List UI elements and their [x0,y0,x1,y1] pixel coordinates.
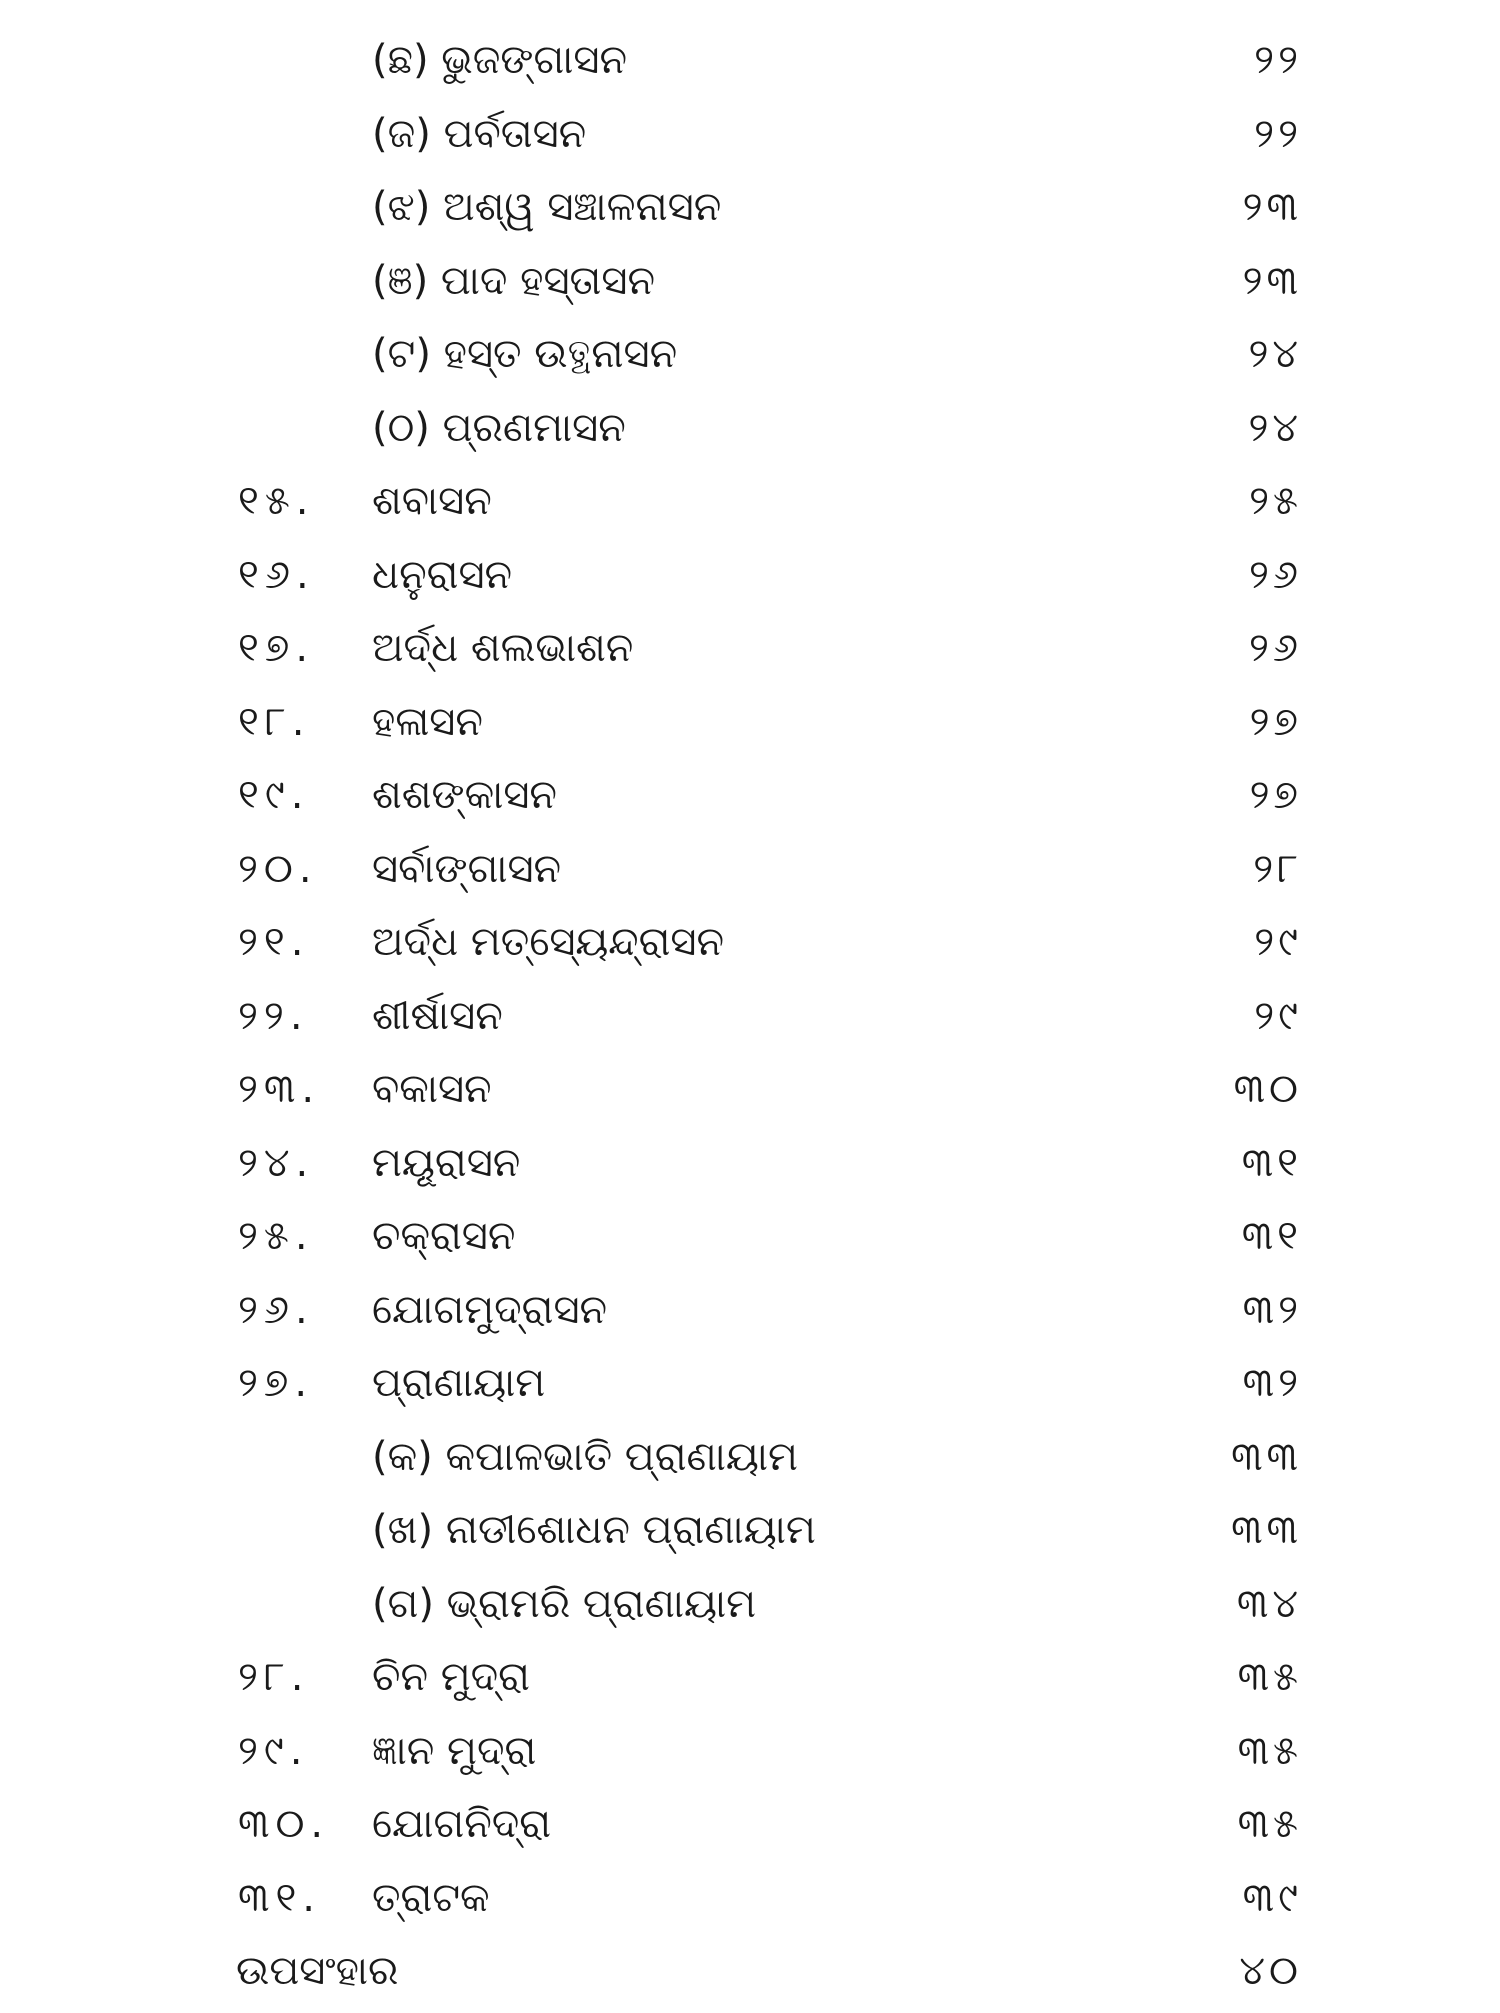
entry-page: ୨୬ [1248,625,1302,671]
toc-entry [0,396,1500,470]
entry-title: ଚିନ ମୁଦ୍ରା [372,1654,530,1700]
entry-page: ୨୪ [1248,404,1302,451]
entry-page: ୨୩ [1242,257,1302,304]
entry-title: ଧନୁରାସନ [372,551,513,598]
entry-page: ୨୫ [1249,478,1302,524]
entry-title: ଯୋଗମୁଦ୍ରାସନ [372,1286,608,1333]
toc-entry [0,102,1500,176]
entry-number: ୧୫. [238,478,315,524]
entry-title: ହଳାସନ [372,698,483,745]
entry-title: ବକାସନ [372,1066,492,1112]
entry-title: ସର୍ବାଙ୍ଗାସନ [372,845,562,892]
entry-number: ୧୬. [238,551,315,598]
entry-title: (ଜ) ପର୍ବତାସନ [372,110,587,157]
entry-page: ୨୨ [1254,37,1302,83]
entry-title: ଉପସଂହାର [236,1948,399,1994]
toc-entry [0,910,1500,984]
entry-page: ୩୫ [1237,1801,1302,1847]
entry-number: ୨୪. [238,1139,315,1186]
entry-page: ୨୯ [1254,919,1302,965]
entry-title: (ଝ) ଅଶ୍ୱ ସଞ୍ଚାଳନାସନ [372,184,722,230]
entry-title: (ଗ) ଭ୍ରାମରି ପ୍ରାଣାୟାମ [372,1580,757,1627]
entry-page: ୨୨ [1254,110,1302,157]
entry-page: ୨୩ [1242,184,1302,230]
entry-number: ୨୩. [238,1066,321,1112]
entry-number: ୨୦. [238,845,318,892]
entry-page: ୩୫ [1237,1654,1302,1700]
entry-number: ୧୯. [238,772,310,818]
toc-entry [0,763,1500,837]
entry-number: ୧୭. [238,625,315,671]
entry-title: (ଞ) ପାଦ ହସ୍ତାସନ [372,257,656,304]
entry-number: ୩୧. [238,1874,321,1921]
toc-entry [0,1351,1500,1425]
entry-title: (କ) କପାଳଭାତି ପ୍ରାଣାୟାମ [372,1433,798,1480]
entry-number: ୨୬. [238,1286,314,1333]
entry-title: ଶୀର୍ଷାସନ [372,992,503,1039]
entry-page: ୩୨ [1242,1286,1302,1333]
toc-entry [0,690,1500,764]
entry-number: ୨୨. [238,992,309,1039]
toc-entry [0,322,1500,396]
toc-entry [0,1057,1500,1131]
entry-title: (ଟ) ହସ୍ତ ଉତ୍ଥନାସନ [372,331,678,377]
entry-page: ୩୨ [1242,1360,1302,1406]
entry-title: ମୟୂରାସନ [372,1139,521,1186]
toc-entry [0,1278,1500,1352]
entry-number: ୧୮. [238,698,311,745]
toc-entry [0,1425,1500,1499]
entry-page: ୩୧ [1241,1213,1302,1259]
toc-entry [0,1131,1500,1205]
toc-entry [0,1204,1500,1278]
toc-entry [0,1866,1500,1940]
entry-page: ୩୪ [1236,1580,1302,1627]
entry-page: ୩୫ [1237,1727,1302,1774]
entry-title: ଶଶଙ୍କାସନ [372,772,557,818]
toc-entry [0,1572,1500,1646]
entry-title: ଜ୍ଞାନ ମୁଦ୍ରା [372,1727,537,1774]
toc-entry [0,1719,1500,1793]
toc-entry [0,28,1500,102]
toc-entry [0,249,1500,323]
entry-title: ଚକ୍ରାସନ [372,1213,516,1259]
toc-entry [0,1645,1500,1719]
toc-entry [0,616,1500,690]
entry-page: ୨୭ [1249,698,1302,745]
entry-number: ୨୧. [238,919,310,965]
entry-number: ୨୮. [238,1654,310,1700]
entry-page: ୨୮ [1253,845,1302,892]
toc-entry [0,1939,1500,2013]
entry-number: ୨୫. [238,1213,314,1259]
entry-title: (ଛ) ଭୁଜଙ୍ଗାସନ [372,37,628,83]
toc-entry [0,1498,1500,1572]
entry-title: (ଖ) ନାଡୀଶୋଧନ ପ୍ରାଣାୟାମ [372,1507,816,1553]
entry-title: ଅର୍ଦ୍ଧ ମତ୍ସ୍ୟେନ୍ଦ୍ରାସନ [372,919,725,965]
entry-title: (ଠ) ପ୍ରଣମାସନ [372,404,626,451]
entry-title: ଅର୍ଦ୍ଧ ଶଲଭାଶନ [372,625,634,671]
toc-entry [0,837,1500,911]
toc-entry [0,543,1500,617]
entry-page: ୩୯ [1242,1874,1302,1921]
entry-page: ୨୭ [1249,772,1302,818]
entry-page: ୨୬ [1248,551,1302,598]
toc-entry [0,1792,1500,1866]
entry-number: ୨୭. [238,1360,314,1406]
entry-page: ୨୪ [1248,331,1302,377]
entry-title: ପ୍ରାଣାୟାମ [372,1360,546,1406]
toc-entry [0,984,1500,1058]
entry-page: ୩୩ [1231,1433,1302,1480]
entry-title: ତ୍ରାଟକ [372,1874,490,1921]
toc-entry [0,469,1500,543]
entry-title: ଶବାସନ [372,478,492,524]
entry-page: ୨୯ [1254,992,1302,1039]
entry-page: ୪୦ [1239,1948,1302,1994]
entry-number: ୩୦. [238,1801,330,1847]
entry-page: ୩୩ [1231,1507,1302,1553]
entry-number: ୨୯. [238,1727,309,1774]
entry-page: ୩୧ [1241,1139,1302,1186]
entry-title: ଯୋଗନିଦ୍ରା [372,1801,552,1847]
entry-page: ୩୦ [1233,1066,1302,1112]
table-of-contents [0,28,1500,2013]
toc-entry [0,175,1500,249]
